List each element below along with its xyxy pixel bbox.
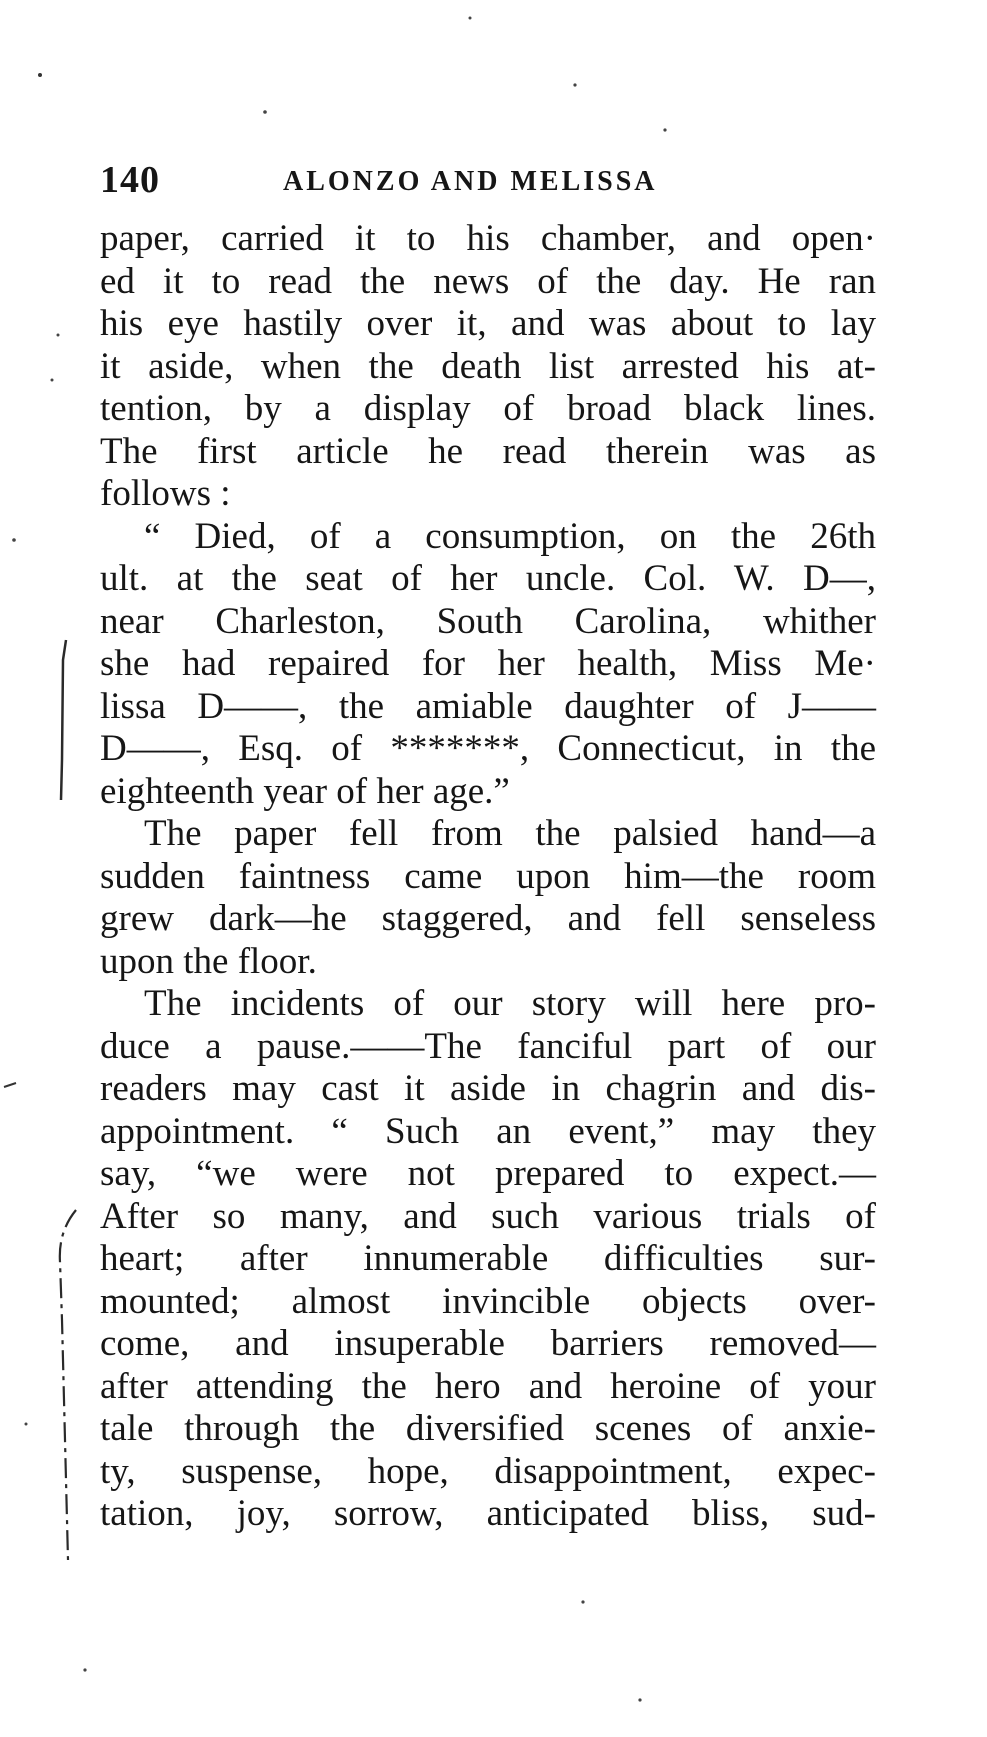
text-line: After so many, and such various trials of (100, 1195, 876, 1237)
text-line: appointment. “ Such an event,” may they (100, 1110, 876, 1152)
text-line: The paper fell from the palsied hand—a (144, 813, 876, 854)
paper-speck (663, 128, 666, 131)
text-line: near Charleston, South Carolina, whither (100, 600, 876, 642)
text-line: ult. at the seat of her uncle. Col. W. D—, (100, 558, 876, 599)
text-line: duce a pause.——The fanciful part of our (100, 1025, 876, 1067)
text-line: grew dark—he staggered, and fell senseless (100, 898, 876, 939)
body-text (100, 218, 876, 1536)
paper-speck (469, 17, 472, 20)
text-line: heart; after innumerable difficulties sur- (100, 1238, 876, 1279)
text-line: after attending the hero and heroine of your (100, 1365, 876, 1407)
text-line: follows : (100, 473, 231, 514)
text-line: say, “we were not prepared to expect.— (100, 1153, 876, 1194)
paper-speck (638, 1698, 641, 1701)
text-line: tention, by a display of broad black lines. (100, 388, 876, 429)
text-line: it aside, when the death list arrested his at- (100, 345, 876, 387)
text-line: his eye hastily over it, and was about to lay (100, 303, 876, 344)
text-line: tation, joy, sorrow, anticipated bliss, sud- (100, 1493, 876, 1534)
paper-speck (12, 538, 16, 542)
page-number: 140 (100, 159, 160, 201)
pencil-bracket-lower (60, 1210, 76, 1560)
page-header (100, 158, 880, 206)
text-line: D——, Esq. of *******, Connecticut, in the (100, 728, 876, 769)
pencil-bracket-upper (61, 640, 66, 800)
running-title: ALONZO AND MELISSA (283, 166, 658, 197)
text-line: The incidents of our story will here pro- (144, 983, 876, 1024)
paper-speck (83, 1668, 86, 1671)
paper-speck (51, 379, 54, 382)
paper-speck (57, 334, 60, 337)
text-line: paper, carried it to his chamber, and open· (100, 218, 876, 259)
text-line: readers may cast it aside in chagrin and dis- (100, 1068, 876, 1109)
paper-speck (25, 1423, 28, 1426)
text-line: eighteenth year of her age.” (100, 770, 510, 812)
text-line: “ Died, of a consumption, on the 26th (144, 515, 876, 557)
text-line: ty, suspense, hope, disappointment, expec- (100, 1450, 876, 1492)
paper-speck (263, 110, 267, 114)
paper-speck (4, 1083, 16, 1087)
paper-speck (38, 73, 42, 77)
paper-speck (581, 1600, 584, 1603)
text-line: tale through the diversified scenes of anxie- (100, 1408, 876, 1449)
text-line: she had repaired for her health, Miss Me· (100, 643, 876, 684)
text-line: sudden faintness came upon him—the room (100, 855, 876, 897)
paper-speck (573, 83, 576, 86)
text-line: come, and insuperable barriers removed— (100, 1323, 876, 1364)
text-line: upon the floor. (100, 940, 317, 982)
text-line: ed it to read the news of the day. He ran (100, 260, 876, 302)
text-line: mounted; almost invincible objects over- (100, 1280, 876, 1322)
text-line: The first article he read therein was as (100, 430, 876, 472)
text-line: lissa D——, the amiable daughter of J—— (100, 685, 876, 727)
